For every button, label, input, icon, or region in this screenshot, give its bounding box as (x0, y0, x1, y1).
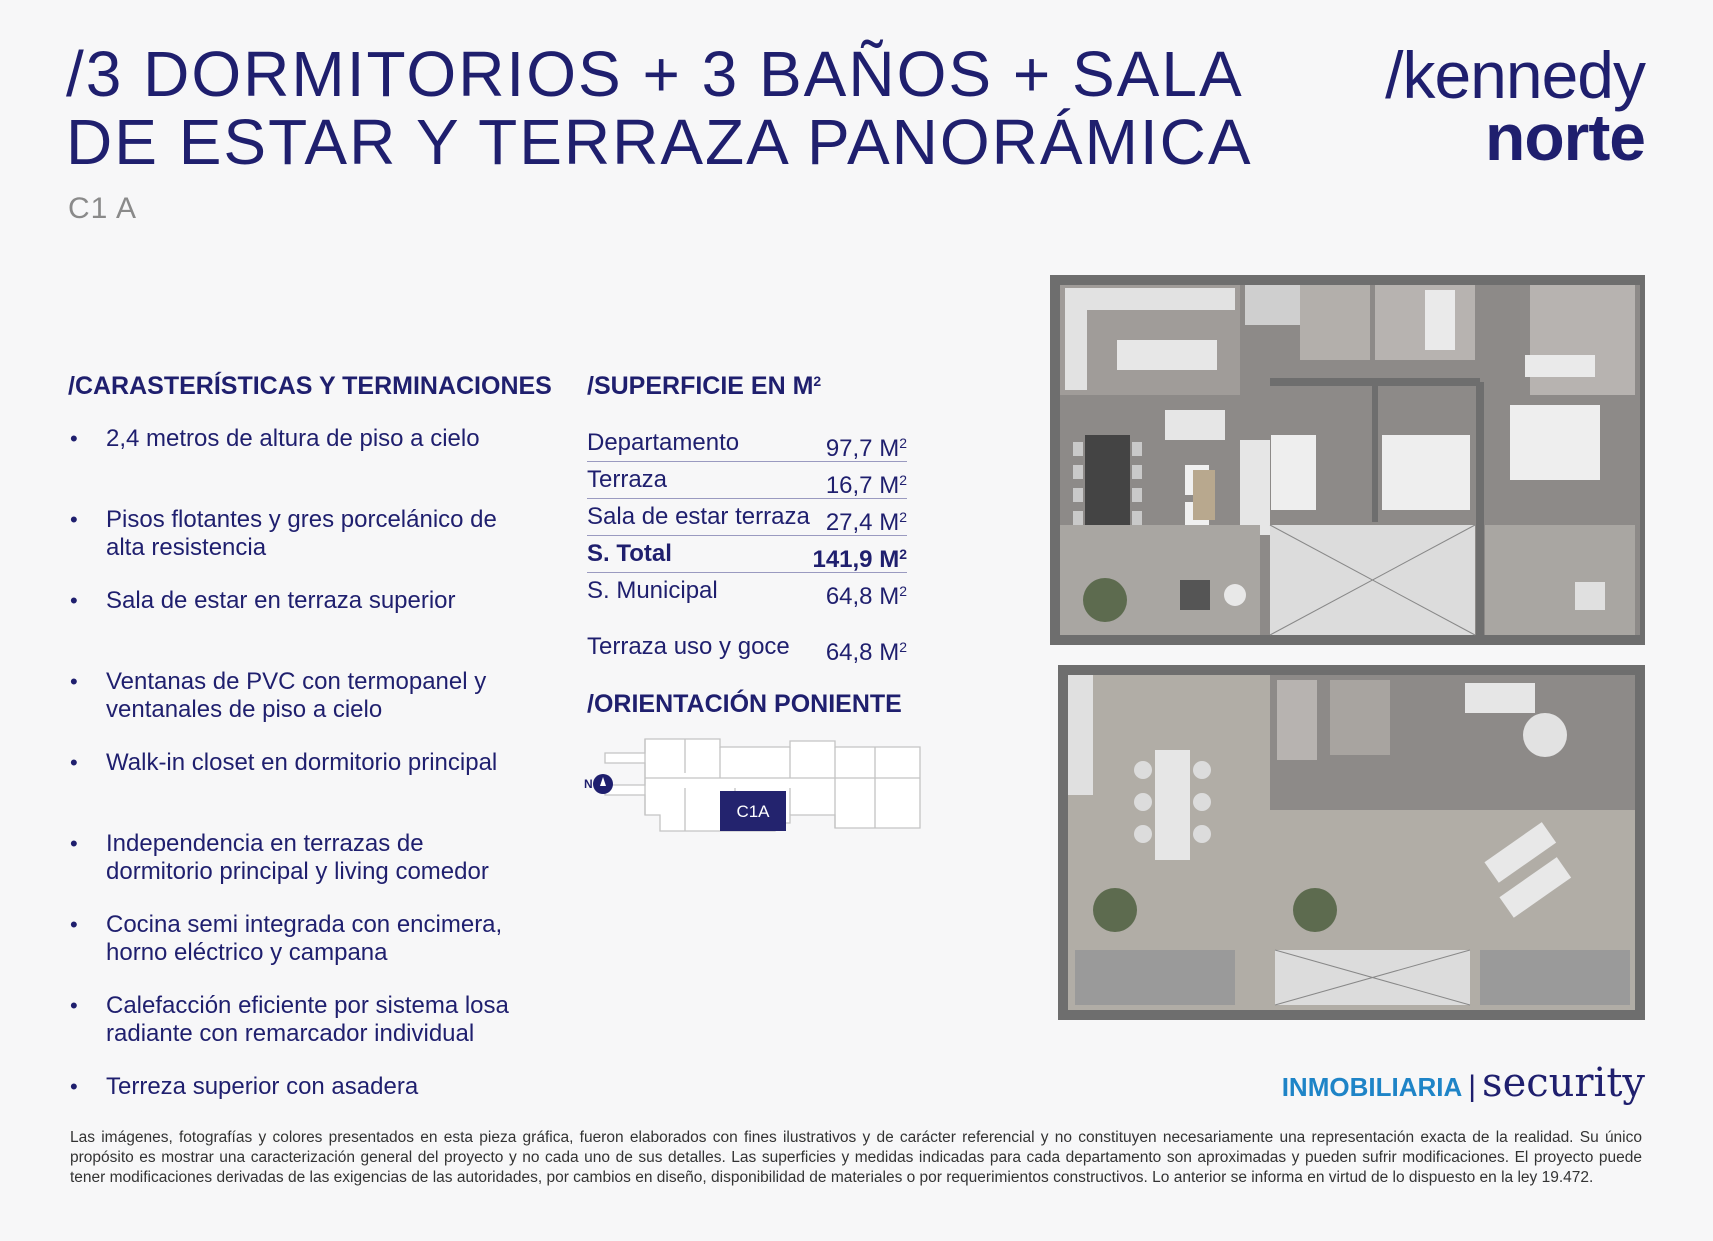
staircase (1300, 285, 1370, 360)
feature-text: Calefacción eficiente por sistema losa (106, 992, 509, 1019)
project-logo-line-2: norte (1485, 100, 1645, 174)
surface-unit-sup: 2 (899, 509, 907, 525)
surface-unit: M (879, 472, 900, 499)
unit-code: C1 A (68, 192, 138, 225)
surface-label: S. Municipal (587, 577, 718, 604)
company-brand: security (1482, 1060, 1645, 1106)
surface-number: 16,7 (825, 472, 873, 499)
kitchen-island (1117, 340, 1217, 370)
surface-unit: M (879, 435, 900, 462)
feature-text: Independencia en terrazas de (106, 830, 424, 857)
coffee-table (1193, 470, 1215, 520)
bullet: • (70, 912, 78, 937)
surface-value (826, 629, 907, 665)
sala-estar-terraza (1270, 675, 1635, 810)
sofa (1465, 683, 1535, 713)
bed (1425, 435, 1470, 510)
surface-value (826, 462, 907, 498)
feature-text: Cocina semi integrada con encimera, (106, 911, 503, 938)
staircase (1330, 680, 1390, 755)
bathtub (1425, 290, 1455, 350)
surface-unit: M (879, 509, 900, 536)
surface-unit: M (879, 583, 900, 610)
feature-text-2: alta resistencia (106, 534, 267, 561)
kitchen-counter (1065, 288, 1235, 310)
planter (1480, 950, 1630, 1005)
surface-value (826, 573, 907, 609)
bullet: • (70, 831, 78, 856)
feature-item (68, 911, 548, 992)
plant-icon (1293, 888, 1337, 932)
bed (1382, 435, 1427, 510)
title-line-1: /3 DORMITORIOS + 3 BAÑOS + SALA (66, 38, 1244, 110)
terrace-master (1485, 525, 1635, 635)
feature-text-2: horno eléctrico y campana (106, 939, 388, 966)
surface-row (587, 499, 907, 536)
surface-row (587, 573, 907, 609)
outdoor-table (1155, 750, 1190, 860)
bullet: • (70, 1074, 78, 1099)
surface-table (587, 425, 907, 665)
bullet: • (70, 507, 78, 532)
surface-heading (587, 372, 821, 401)
project-logo-line-1: /kennedy (1385, 38, 1645, 112)
surface-value (812, 536, 907, 572)
surface-unit-sup: 2 (899, 583, 907, 599)
title-line-2: DE ESTAR Y TERRAZA PANORÁMICA (66, 106, 1253, 178)
surface-unit: M (879, 639, 900, 666)
bathroom-master (1530, 285, 1635, 395)
surface-number: 27,4 (825, 509, 873, 536)
feature-item (68, 506, 548, 587)
floor-plan-upper-level (1058, 665, 1645, 1020)
company-name: INMOBILIARIA (1281, 1072, 1463, 1102)
feature-item (68, 668, 548, 749)
feature-text: Sala de estar en terraza superior (106, 587, 456, 614)
surface-label: Terraza (587, 466, 668, 493)
legal-disclaimer: Las imágenes, fotografías y colores presentados en esta pieza gráfica, fueron elaborados con fines ilustrativos y de carácter referencial y no constituyen necesariamente una representación exacta de la realidad. Su único propósito es mostrar una caracterización general del proyecto y no cada uno de sus detalles. Las superficies y medidas indicadas para cada departamento son aproximadas y pueden sufrir modificaciones. El proyecto puede tener modificaciones derivadas de las exigencias de las autoridades, por cambios en diseño, disponibilidad de materiales o por requerimientos constructivos. Lo anterior se informa en virtud de lo dispuesto en la ley 19.472. (70, 1129, 1642, 1186)
bullet: • (70, 993, 78, 1018)
surface-unit-sup: 2 (899, 435, 907, 451)
bullet: • (70, 750, 78, 775)
unit-label: C1A (736, 802, 770, 821)
armchair (1165, 410, 1225, 440)
surface-unit-sup: 2 (899, 639, 907, 655)
surface-number: 64,8 (825, 639, 873, 666)
surface-label: S. Total (587, 540, 672, 567)
feature-text: Pisos flotantes y gres porcelánico de (106, 506, 497, 533)
feature-text-2: ventanales de piso a cielo (106, 696, 383, 723)
surface-heading-sup: 2 (813, 373, 822, 389)
features-heading: /CARASTERÍSTICAS Y TERMINACIONES (68, 372, 552, 400)
feature-item (68, 992, 548, 1073)
surface-value (826, 499, 907, 535)
company-logo (1275, 1060, 1645, 1106)
surface-label: Terraza uso y goce (587, 633, 790, 660)
surface-row-total (587, 536, 907, 573)
project-logo (1300, 38, 1645, 174)
surface-label: Departamento (587, 429, 740, 456)
bullet: • (70, 588, 78, 613)
round-table (1523, 713, 1567, 757)
plant-icon (1083, 578, 1127, 622)
feature-item (68, 830, 548, 911)
bed (1271, 435, 1316, 510)
bullet: • (70, 426, 78, 451)
logo-separator: | (1468, 1070, 1477, 1103)
master-bed (1510, 405, 1600, 480)
site-plan-map (585, 733, 925, 838)
bbq-counter (1068, 675, 1093, 795)
surface-value (826, 425, 907, 461)
page-title (66, 40, 1266, 176)
features-list (68, 425, 548, 1154)
surface-unit-sup: 2 (899, 546, 907, 562)
surface-heading-text: /SUPERFICIE EN M (587, 372, 814, 400)
orientation-heading: /ORIENTACIÓN PONIENTE (587, 690, 902, 718)
surface-row (587, 425, 907, 462)
feature-text: Walk-in closet en dormitorio principal (106, 749, 498, 776)
surface-label: Sala de estar terraza (587, 503, 810, 530)
feature-text: Ventanas de PVC con termopanel y (106, 668, 487, 695)
sofa (1240, 440, 1270, 535)
surface-number: 97,7 (825, 435, 873, 462)
surface-unit-sup: 2 (899, 472, 907, 488)
surface-unit: M (879, 546, 900, 573)
feature-text-2: dormitorio principal y living comedor (106, 858, 489, 885)
surface-number: 141,9 (812, 546, 873, 573)
feature-text: Terreza superior con asadera (106, 1073, 419, 1100)
feature-text: 2,4 metros de altura de piso a cielo (106, 425, 480, 452)
feature-item (68, 587, 548, 668)
plant-icon (1093, 888, 1137, 932)
floor-plan (1045, 270, 1650, 1025)
feature-text-2: radiante con remarcador individual (106, 1020, 475, 1047)
surface-row (587, 462, 907, 499)
bullet: • (70, 669, 78, 694)
terrace-living (1060, 525, 1260, 635)
surface-number: 64,8 (825, 583, 873, 610)
north-label: N (584, 777, 593, 791)
feature-item (68, 749, 548, 830)
planter (1075, 950, 1235, 1005)
floor-plan-lower-level (1050, 275, 1645, 645)
feature-item (68, 425, 548, 506)
surface-row (587, 629, 907, 665)
